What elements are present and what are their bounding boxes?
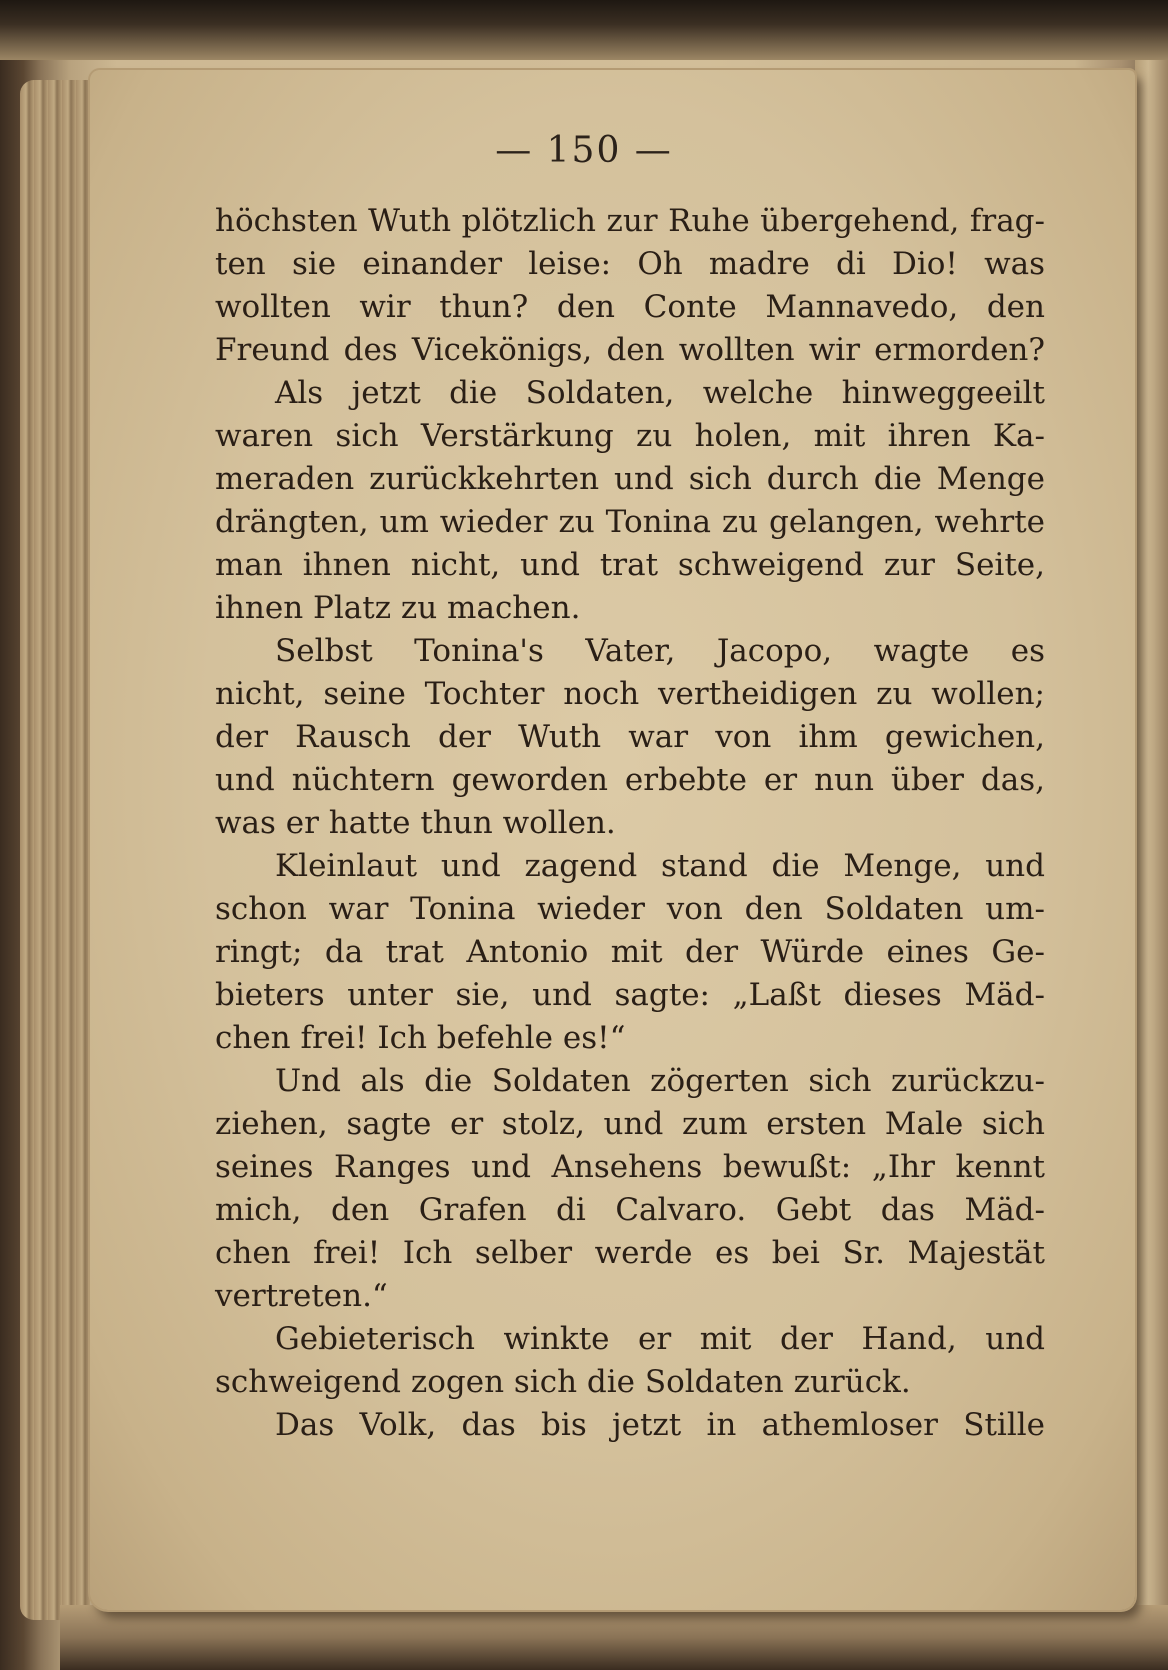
text-line: Kleinlaut und zagend stand die Menge, und bbox=[275, 848, 1045, 884]
text-line: und nüchtern geworden erbebte er nun über das, bbox=[215, 762, 1045, 798]
text-line: bieters unter sie, und sagte: „Laßt dieses Mäd- bbox=[215, 977, 1045, 1013]
page-text bbox=[215, 200, 1045, 1447]
text-line: Das Volk, das bis jetzt in athemloser Stille bbox=[275, 1407, 1045, 1443]
text-line: waren sich Verstärkung zu holen, mit ihren Ka- bbox=[215, 418, 1045, 454]
book-right-edge bbox=[1135, 60, 1168, 1650]
text-line: Gebieterisch winkte er mit der Hand, und bbox=[275, 1321, 1045, 1357]
text-line: ringt; da trat Antonio mit der Würde eines Ge- bbox=[215, 934, 1045, 970]
book-bottom-edge bbox=[60, 1605, 1168, 1670]
page-number: — 150 — bbox=[495, 130, 673, 171]
text-line: Selbst Tonina's Vater, Jacopo, wagte es bbox=[275, 633, 1045, 669]
text-line: Freund des Vicekönigs, den wollten wir ermorden? bbox=[215, 332, 1045, 368]
text-line: ziehen, sagte er stolz, und zum ersten Male sich bbox=[215, 1106, 1045, 1142]
text-line: seines Ranges und Ansehens bewußt: „Ihr kennt bbox=[215, 1149, 1045, 1185]
text-line: nicht, seine Tochter noch vertheidigen zu wollen; bbox=[215, 676, 1045, 712]
text-line: schweigend zogen sich die Soldaten zurück. bbox=[215, 1364, 911, 1400]
text-line: was er hatte thun wollen. bbox=[215, 805, 616, 841]
text-line: ihnen Platz zu machen. bbox=[215, 590, 581, 626]
book-top-edge bbox=[0, 0, 1168, 60]
text-line: ten sie einander leise: Oh madre di Dio! was bbox=[215, 246, 1045, 282]
text-line: meraden zurückkehrten und sich durch die Menge bbox=[215, 461, 1045, 497]
text-line: chen frei! Ich selber werde es bei Sr. Majestät bbox=[215, 1235, 1045, 1271]
text-line: der Rausch der Wuth war von ihm gewichen, bbox=[215, 719, 1045, 755]
text-line: Und als die Soldaten zögerten sich zurückzu- bbox=[275, 1063, 1045, 1099]
text-line: drängten, um wieder zu Tonina zu gelangen, wehrte bbox=[215, 504, 1045, 540]
text-line: chen frei! Ich befehle es!“ bbox=[215, 1020, 626, 1056]
text-line: wollten wir thun? den Conte Mannavedo, den bbox=[215, 289, 1045, 325]
text-line: vertreten.“ bbox=[215, 1278, 388, 1314]
text-line: mich, den Grafen di Calvaro. Gebt das Mäd- bbox=[215, 1192, 1045, 1228]
text-line: höchsten Wuth plötzlich zur Ruhe übergehend, frag- bbox=[215, 203, 1045, 239]
text-line: schon war Tonina wieder von den Soldaten um- bbox=[215, 891, 1045, 927]
text-line: man ihnen nicht, und trat schweigend zur Seite, bbox=[215, 547, 1045, 583]
page-stack-left bbox=[20, 80, 90, 1620]
text-line: Als jetzt die Soldaten, welche hinweggeeilt bbox=[275, 375, 1045, 411]
